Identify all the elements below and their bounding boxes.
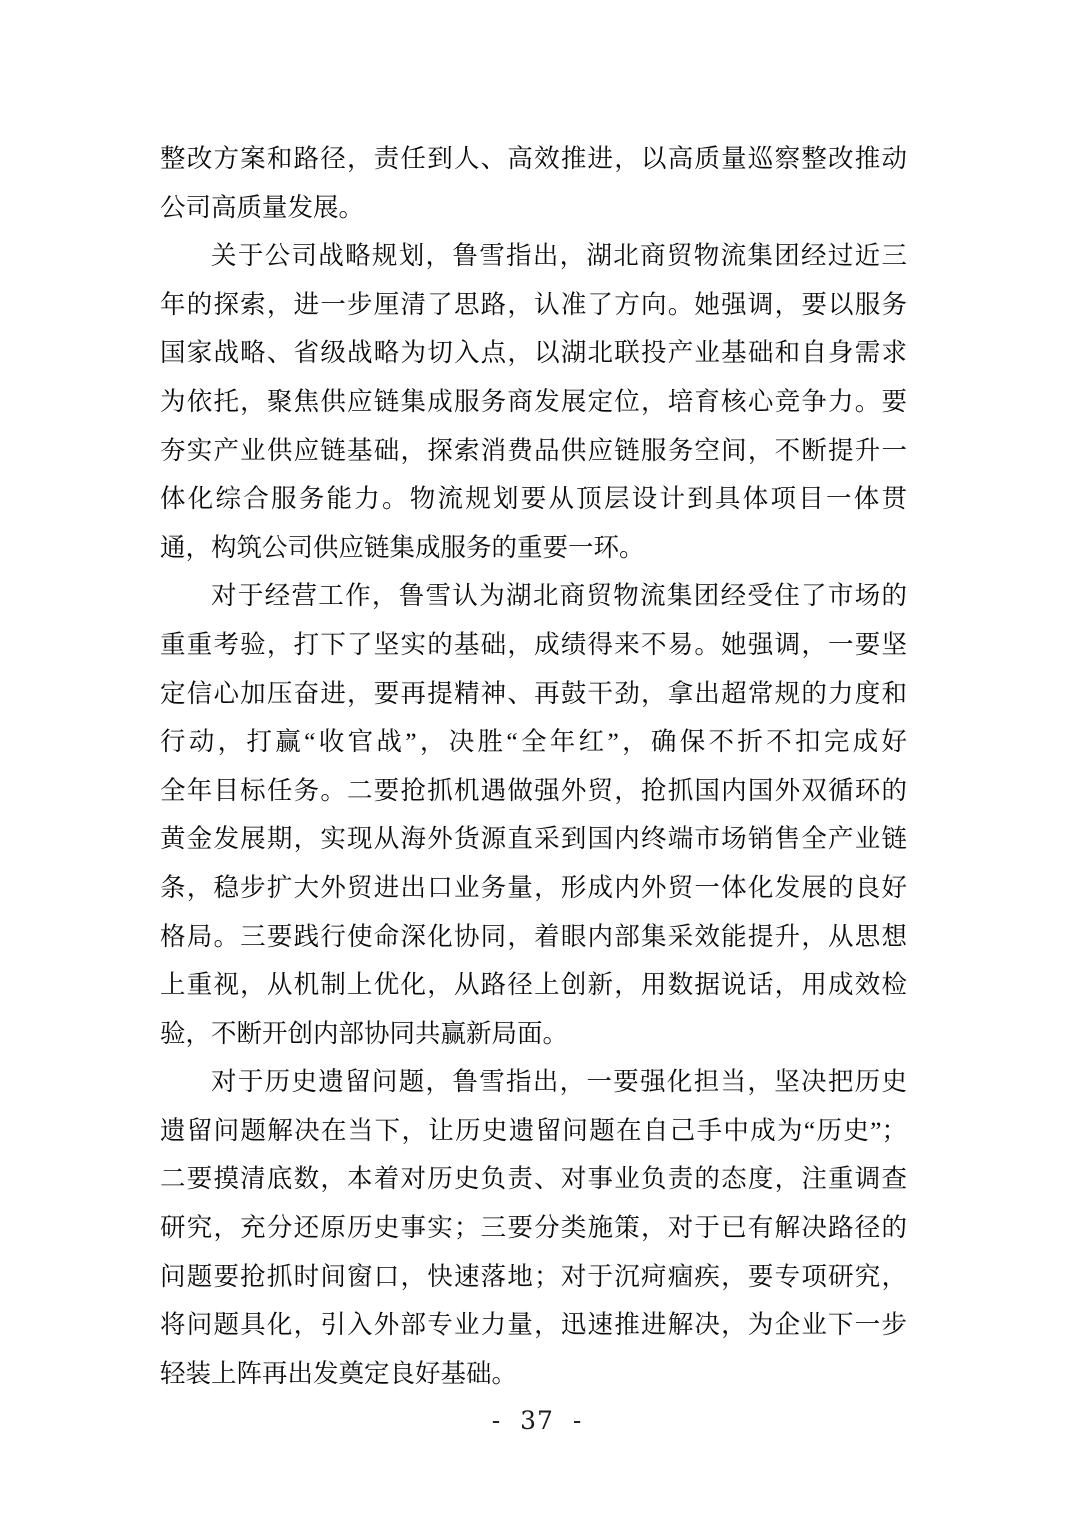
text-line: 对于历史遗留问题，鲁雪指出，一要强化担当，坚决把历史	[211, 1067, 907, 1097]
document-body	[160, 135, 907, 1398]
text-line: 关于公司战略规划，鲁雪指出，湖北商贸物流集团经过近三	[211, 241, 907, 271]
text-line: 全年目标任务。二要抢抓机遇做强外贸，抢抓国内国外双循环的	[160, 775, 907, 805]
text-line: 通，构筑公司供应链集成服务的重要一环。	[160, 532, 645, 562]
text-line: 上重视，从机制上优化，从路径上创新，用数据说话，用成效检	[160, 970, 907, 1000]
text-line: 研究，充分还原历史事实；三要分类施策，对于已有解决路径的	[160, 1213, 907, 1243]
text-line: 遗留问题解决在当下，让历史遗留问题在自己手中成为“历史”；	[160, 1115, 907, 1145]
text-line: 年的探索，进一步厘清了思路，认准了方向。她强调，要以服务	[160, 289, 907, 319]
text-line: 对于经营工作，鲁雪认为湖北商贸物流集团经受住了市场的	[211, 581, 907, 611]
text-line: 格局。三要践行使命深化协同，着眼内部集采效能提升，从思想	[160, 921, 907, 951]
text-line: 黄金发展期，实现从海外货源直采到国内终端市场销售全产业链	[160, 824, 907, 854]
text-line: 重重考验，打下了坚实的基础，成绩得来不易。她强调，一要坚	[160, 629, 907, 659]
text-line: 国家战略、省级战略为切入点，以湖北联投产业基础和自身需求	[160, 338, 907, 368]
text-line: 条，稳步扩大外贸进出口业务量，形成内外贸一体化发展的良好	[160, 872, 907, 902]
text-line: 体化综合服务能力。物流规划要从顶层设计到具体项目一体贯	[160, 484, 907, 514]
text-line: 将问题具化，引入外部专业力量，迅速推进解决，为企业下一步	[160, 1310, 907, 1340]
text-line: 验，不断开创内部协同共赢新局面。	[160, 1018, 569, 1048]
text-line: 问题要抢抓时间窗口，快速落地；对于沉疴痼疾，要专项研究，	[160, 1261, 907, 1291]
text-line: 公司高质量发展。	[160, 192, 365, 222]
text-line: 整改方案和路径，责任到人、高效推进，以高质量巡察整改推动	[160, 144, 907, 173]
text-line: 夯实产业供应链基础，探索消费品供应链服务空间，不断提升一	[160, 435, 907, 465]
text-line: 定信心加压奋进，要再提精神、再鼓干劲，拿出超常规的力度和	[160, 678, 907, 708]
text-line: 行动，打赢“收官战”，决胜“全年红”，确保不折不扣完成好	[160, 727, 907, 757]
page-number: - 37 -	[491, 1406, 583, 1435]
text-line: 为依托，聚焦供应链集成服务商发展定位，培育核心竞争力。要	[160, 386, 907, 416]
text-line: 二要摸清底数，本着对历史负责、对事业负责的态度，注重调查	[160, 1164, 907, 1194]
text-line: 轻装上阵再出发奠定良好基础。	[160, 1358, 518, 1388]
